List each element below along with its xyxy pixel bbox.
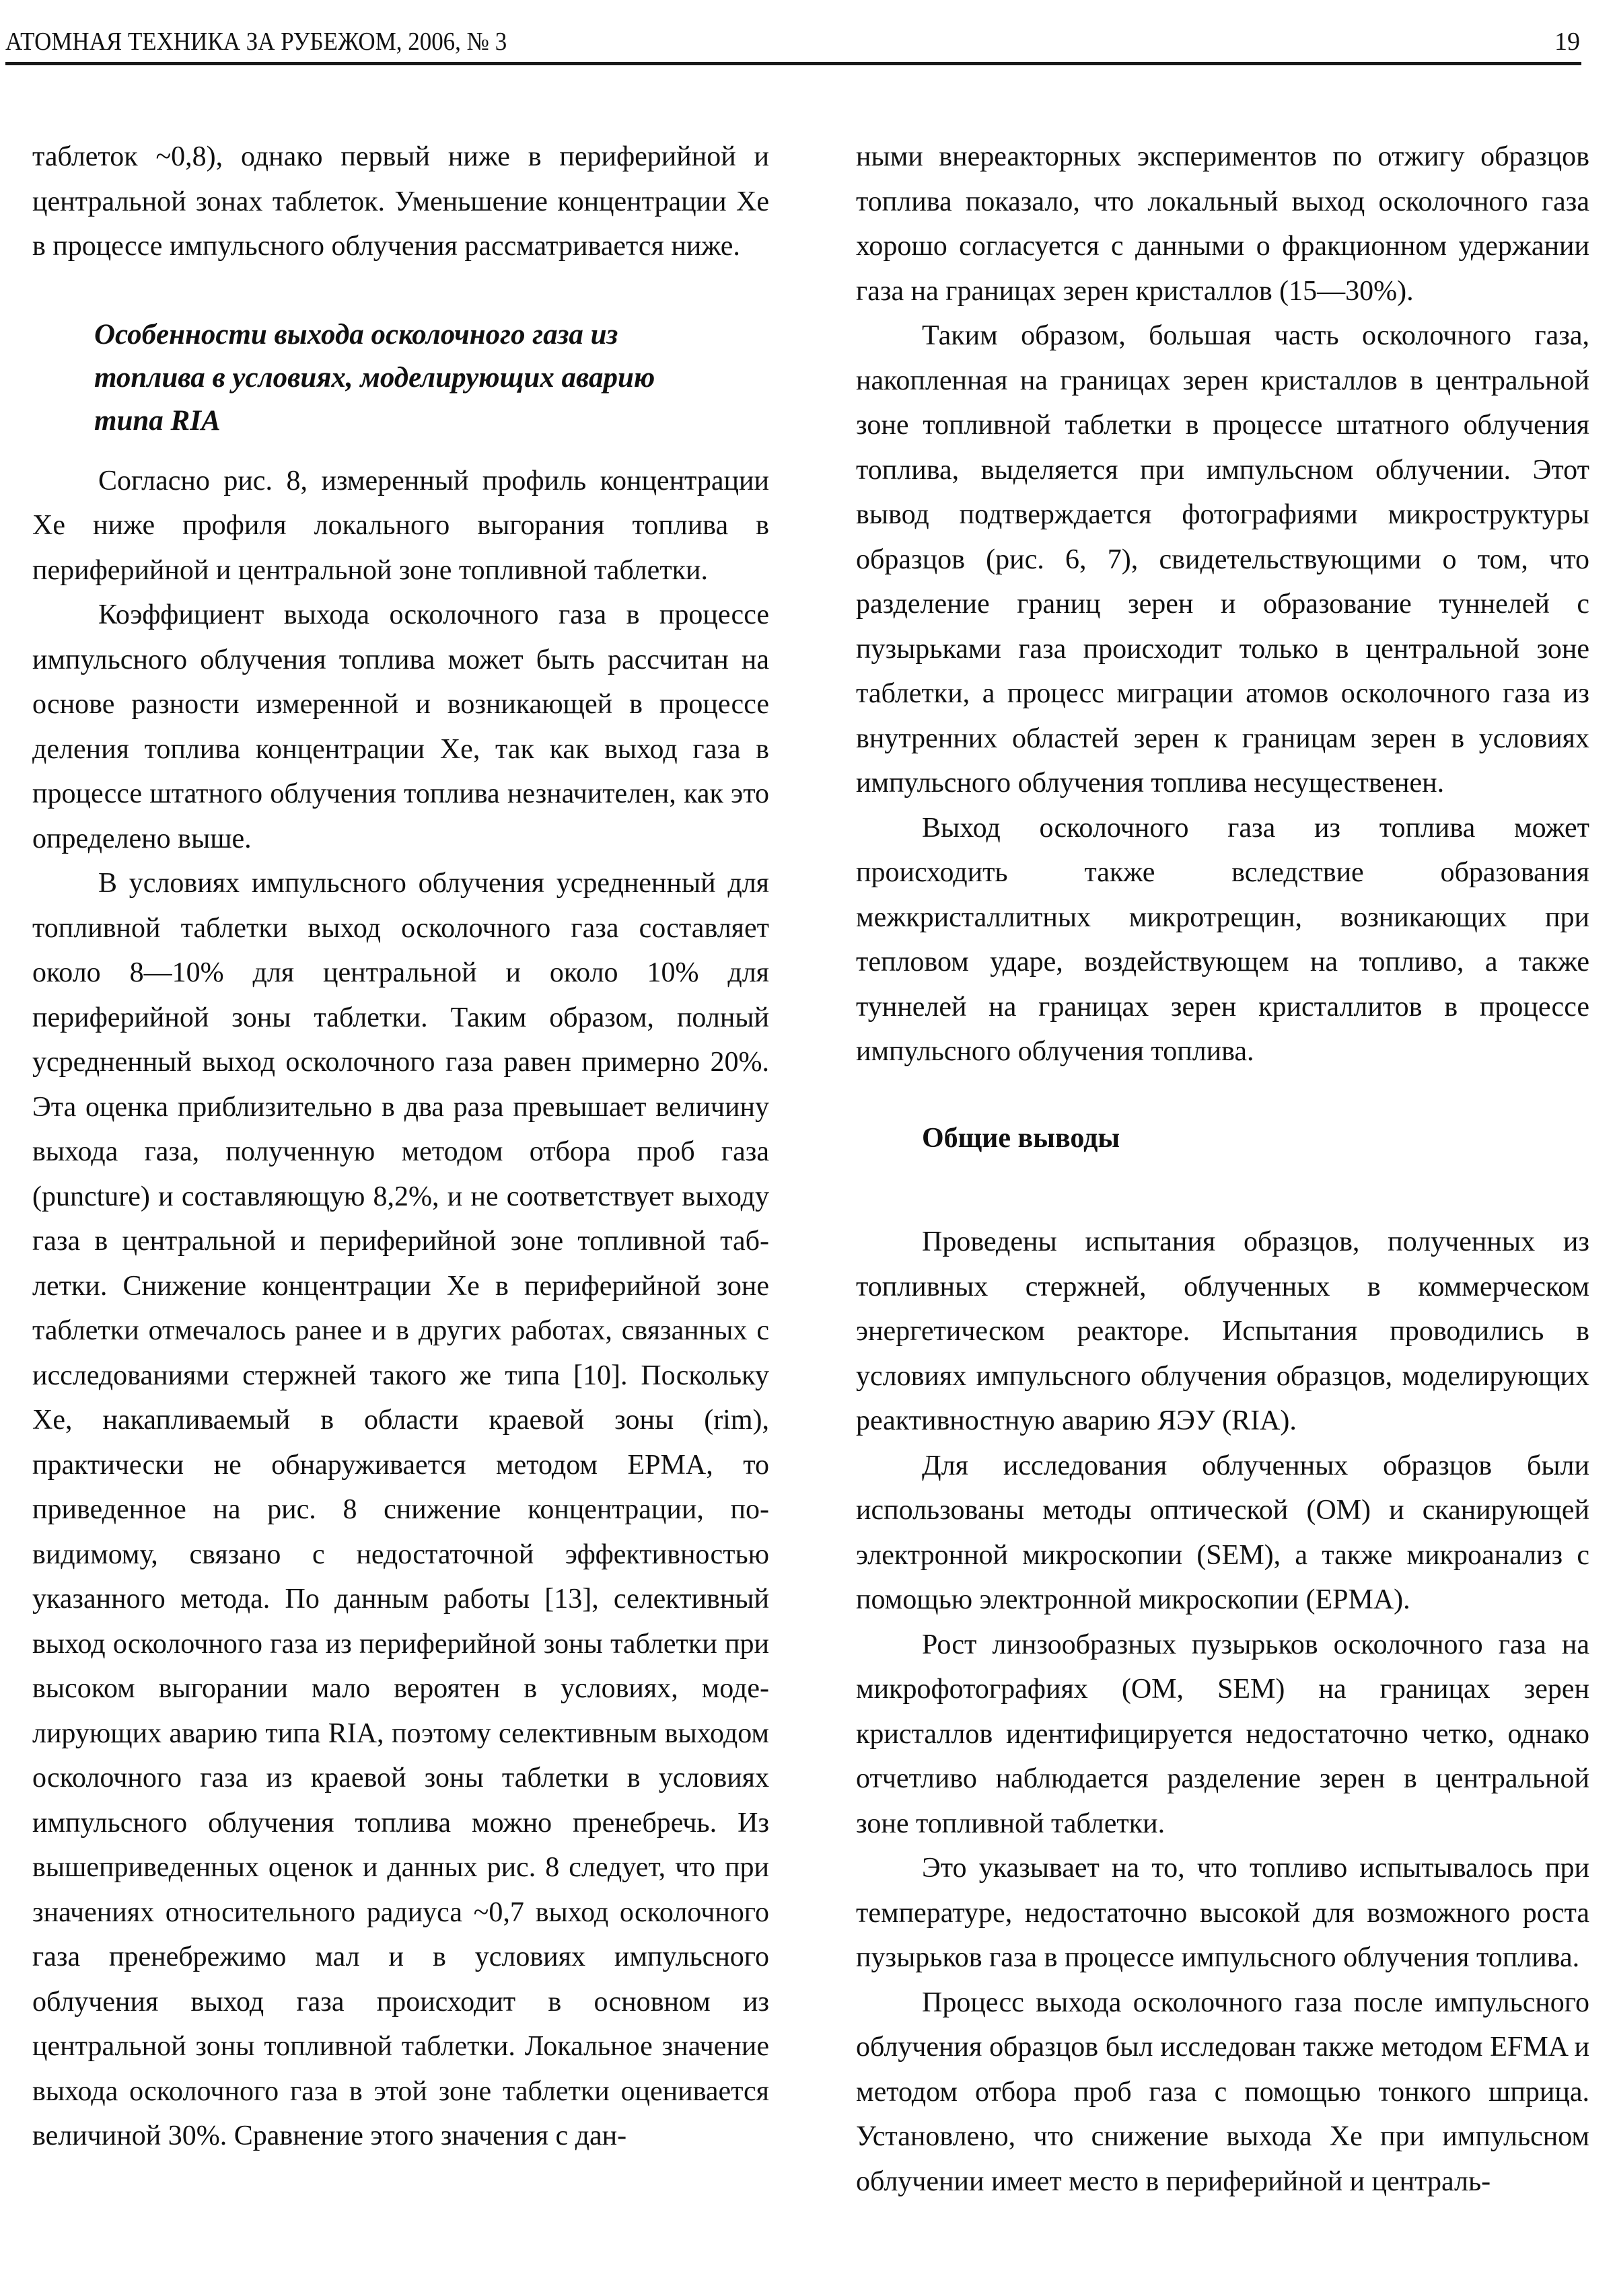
paragraph-continuation: таблеток ~0,8), однако первый ниже в периферийной и центральной зонах таблеток. Уменьшение концентрации Xe в процессе импульсного облучения рассматривается ниже.	[32, 141, 769, 262]
paragraph: Для исследования облученных образцов были использованы методы оптической (OM) и сканирующей электронной микроскопии (SEM), а также микроанализ с помощью электронной микроскопии (EPMA).	[856, 1450, 1589, 1615]
paragraph: Коэффициент выхода осколочного газа в процессе импульсного облучения топлива может быть рассчитан на основе разности измеренной и возникающей в процессе деления топлива концентрации Xe, так как выход газа в процессе штатного облучения топлива незначителен, как это определено выше.	[32, 599, 769, 854]
right-column	[856, 135, 1589, 2204]
header-rule	[5, 62, 1581, 65]
paragraph: Согласно рис. 8, измеренный профиль концентрации Xe ниже профиля локального выгорания топлива в периферийной и центральной зоне топливной таблетки.	[32, 465, 769, 586]
journal-title: АТОМНАЯ ТЕХНИКА ЗА РУБЕЖОМ, 2006, № 3	[5, 28, 507, 56]
paragraph: Рост линзообразных пузырьков осколочного газа на микрофотографиях (OM, SEM) на границах зерен кристаллов идентифицируется недостаточно четко, однако отчетливо наблюдается разделение зерен в центральной зоне топливной таблетки.	[856, 1629, 1589, 1839]
page-number: 19	[1554, 28, 1580, 56]
paragraph-continuation: ными внереакторных экспериментов по отжигу образцов топлива показало, что локальный выход осколочного газа хорошо согласуется с данными о фракционном удержании газа на границах зерен кристаллов (15—30%).	[856, 141, 1589, 307]
paragraph: Это указывает на то, что топливо испытывалось при температуре, недостаточно высокой для возможного роста пузырьков газа в процессе импульсного облучения топлива.	[856, 1853, 1589, 1973]
paragraph: Процесс выхода осколочного газа после импульсного облучения образцов был исследован также методом EFMA и методом отбора проб газа с помощью тонкого шприца. Установлено, что снижение выхода Xe при импульсном облучении имеет место в периферийной и централь-	[856, 1987, 1589, 2197]
section-heading-conclusions: Общие выводы	[922, 1122, 1120, 1154]
paragraph: Выход осколочного газа из топлива может происходить также вследствие образования межкристаллитных микротрещин, возникающих при тепловом ударе, воздействующем на топливо, а также туннелей на границах зерен кристаллитов в процессе импульсного облучения топлива.	[856, 812, 1589, 1067]
running-head	[5, 20, 1580, 61]
paragraph: В условиях импульсного облучения усредненный для топливной таблетки выход осколочного газа составляет около 8—10% для центральной и около 10% для периферийной зоны таблетки. Таким образом, полный усредненный выход осколочного газа равен примерно 20%. Эта оценка приблизительно в два раза превышает величину выхода газа, полученную методом отбора проб газа (puncture) и составляющую 8,2%, и не соответствует выходу газа в центральной и периферийной зоне топливной таблетки. Снижение концентрации Xe в периферийной зоне таблетки отмечалось ранее и в других работах, связанных с исследованиями стержней такого же типа [10]. Поскольку Xe, накапливаемый в области краевой зоны (rim), практически не обнаруживается методом EPMA, то приведенное на рис. 8 снижение концентрации, по-видимому, связано с недостаточной эффективностью указанного метода. По данным работы [13], селективный выход осколочного газа из периферийной зоны таблетки при высоком выгорании мало вероятен в условиях, моделирующих аварию типа RIA, поэтому селективным выходом осколочного газа из краевой зоны таблетки в условиях импульсного облучения топлива можно пренебречь. Из вышеприведенных оценок и данных рис. 8 следует, что при значениях относительного радиуса ~0,7 выход осколочного газа пренебрежимо мал и в условиях импульсного облучения выход газа происходит в основном из центральной зоны топливной таблетки. Локальное значение выхода осколочного газа в этой зоне таблетки оценивается величиной 30%. Сравнение этого значения с дан-	[32, 868, 769, 2151]
left-column	[32, 135, 769, 2159]
paragraph: Проведены испытания образцов, полученных из топливных стержней, облученных в коммерческом энергетическом реакторе. Испытания проводились в условиях импульсного облучения образцов, моделирующих реактивностную аварию ЯЭУ (RIA).	[856, 1226, 1589, 1436]
paragraph: Таким образом, большая часть осколочного газа, накопленная на границах зерен кристаллов в центральной зоне топливной таблетки в процессе штатного облучения топлива, выделяется при импульсном облучении. Этот вывод подтверждается фотографиями микроструктуры образцов (рис. 6, 7), свидетельствующими о том, что разделение границ зерен и образование туннелей с пузырьками газа происходит только в центральной зоне таблетки, а процесс миграции атомов осколочного газа из внутренних областей зерен к границам зерен в условиях импульсного облучения топлива несущественен.	[856, 320, 1589, 799]
section-heading-ria: Особенности выхода осколочного газа из топлива в условиях, моделирующих аварию типа RIA	[94, 318, 655, 437]
